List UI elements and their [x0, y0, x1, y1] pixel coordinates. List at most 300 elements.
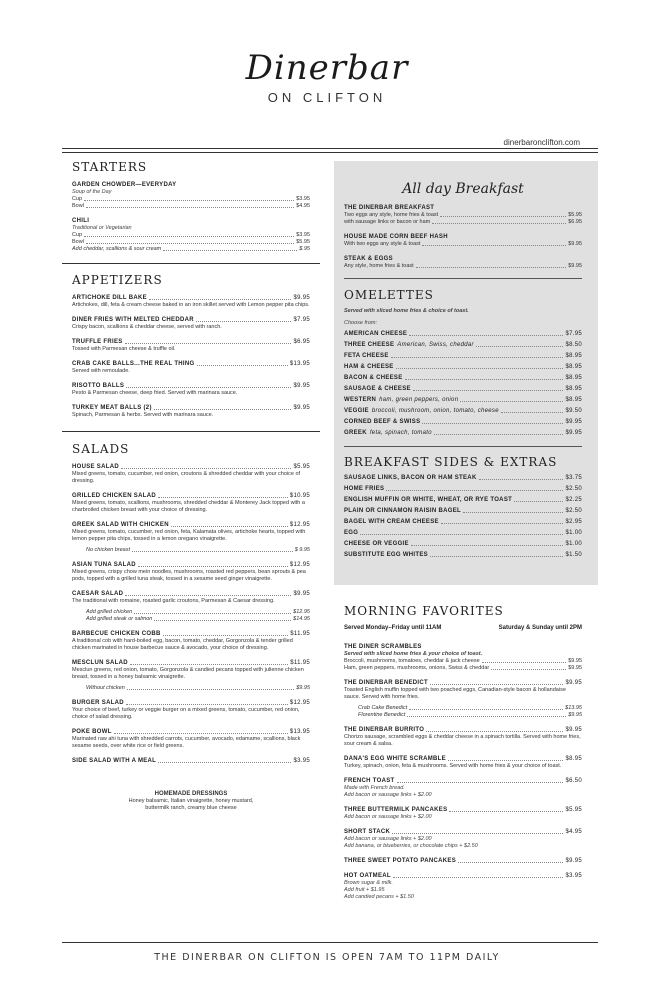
leader-dots [154, 404, 292, 410]
item-header [72, 463, 310, 471]
appetizers-section [72, 273, 310, 419]
menu-item [72, 382, 310, 397]
brand-logo: Dinerbar [245, 48, 409, 88]
item-price: $13.95 [289, 729, 310, 735]
line-label: Add cheddar, scallions & sour cream [72, 246, 162, 252]
leader-dots [434, 429, 564, 435]
item-name: ENGLISH MUFFIN OR WHITE, WHEAT, OR RYE TOAST [344, 497, 513, 503]
hours-footer: THE DINERBAR ON CLIFTON IS OPEN 7AM TO 11PM DAILY [154, 952, 500, 963]
line-label: Two eggs any style, home fries & toast [344, 212, 439, 218]
item-name: GREEK [344, 430, 367, 436]
line-price: $.95 [299, 246, 310, 252]
item-header [72, 492, 310, 500]
line-label: With two eggs any style & toast [344, 241, 421, 247]
dressings-text: Honey balsamic, Italian vinaigrette, honey mustard, [128, 798, 254, 804]
section-title: SALADS [72, 442, 130, 456]
price-line [344, 263, 582, 270]
item-name: TURKEY MEAT BALLS (2) [72, 405, 152, 411]
item-price: $5.95 [565, 807, 582, 813]
item-extra: Add banana, or blueberries, or chocolate chips + $2.50 [344, 843, 478, 849]
menu-item [72, 294, 310, 309]
item-detail: ham, green peppers, onion [379, 397, 459, 403]
item-name: BURGER SALAD [72, 700, 124, 706]
item-name: EGG [344, 530, 359, 536]
leader-dots [121, 463, 292, 469]
item-name: THE DINER SCRAMBLES [344, 644, 422, 650]
item-price: $6.50 [565, 778, 582, 784]
price-line [344, 241, 582, 248]
top-divider [62, 152, 598, 153]
line-price: $9.95 [568, 665, 582, 671]
item-price: $2.95 [565, 519, 582, 525]
item-price: $8.95 [565, 756, 582, 762]
item-name: DANA'S EGG WHITE SCRAMBLE [344, 756, 446, 762]
leader-dots [476, 341, 564, 347]
item-header [72, 521, 310, 529]
line-price: $9.95 [568, 712, 582, 718]
leader-dots [501, 407, 564, 413]
item-name: SAUSAGE LINKS, BACON OR HAM STEAK [344, 475, 477, 481]
section-divider [62, 431, 320, 432]
item-header [72, 590, 310, 598]
menu-item [72, 699, 310, 721]
item-price: $1.00 [565, 541, 582, 547]
omelette-item [344, 385, 582, 393]
sides-section [344, 455, 582, 559]
item-price: $10.95 [289, 493, 310, 499]
leader-dots [126, 382, 291, 388]
menu-item [72, 561, 310, 583]
leader-dots [430, 551, 564, 557]
line-price: $5.95 [296, 239, 310, 245]
line-label: Bowl [72, 203, 84, 209]
item-name: CRAB CAKE BALLS...THE REAL THING [72, 361, 195, 367]
item-price: $9.95 [293, 405, 310, 411]
price-line [344, 665, 582, 672]
breakfast-column [344, 161, 582, 559]
price-line [344, 219, 582, 226]
line-label: Crab Cake Benedict [358, 705, 408, 711]
item-description: Mesclun greens, red onion, tomato, Gorgonzola & candied pecans topped with julienne chicken breast, tossed in a honey balsamic vinaigrette. [72, 667, 304, 680]
item-header [72, 360, 310, 368]
line-label: Florentine Benedict [358, 712, 406, 718]
section-title: BREAKFAST SIDES & EXTRAS [344, 455, 558, 469]
item-price: $12.95 [289, 700, 310, 706]
item-detail: American, Swiss, cheddar [397, 342, 474, 348]
menu-item [344, 233, 582, 248]
side-item [344, 529, 582, 537]
item-header [344, 255, 582, 263]
item-price: $2.50 [565, 486, 582, 492]
menu-item [72, 728, 310, 750]
item-name: CHEESE OR VEGGIE [344, 541, 409, 547]
side-item [344, 551, 582, 559]
omelettes-note: Served with sliced home fries & choice of toast. [344, 308, 469, 314]
line-label: No chicken breast [86, 547, 131, 553]
section-title: OMELETTES [344, 288, 434, 302]
item-header [344, 643, 582, 651]
menu-item [344, 872, 582, 901]
section-title: STARTERS [72, 160, 148, 174]
item-price: $5.95 [293, 464, 310, 470]
leader-dots [407, 712, 566, 717]
item-description: A traditional cob with hard-boiled egg, bacon, tomato, cheddar, Gorgonzola & tender grilled chicken marinated in house barbecue sauce & avocado, your choice of dressing. [72, 638, 293, 651]
leader-dots [397, 777, 564, 783]
leader-dots [138, 561, 288, 567]
menu-item [344, 857, 582, 865]
item-name: THREE BUTTERMILK PANCAKES [344, 807, 448, 813]
menu-item [72, 590, 310, 623]
leader-dots [441, 518, 564, 524]
line-label: with sausage links or bacon or ham [344, 219, 431, 225]
item-price: $1.50 [565, 552, 582, 558]
item-name: SHORT STACK [344, 829, 391, 835]
item-header [344, 857, 582, 865]
leader-dots [391, 352, 564, 358]
item-header [344, 679, 582, 687]
menu-item [72, 463, 310, 485]
leader-dots [392, 828, 563, 834]
item-header [72, 561, 310, 569]
starters-section [72, 160, 310, 253]
price-line [72, 616, 310, 623]
item-header [344, 726, 582, 734]
side-item [344, 507, 582, 515]
brand-header [0, 48, 654, 105]
item-description: Mixed greens, tomato, cucumber, red onion, croutons & shredded cheddar with your choice of dressing. [72, 471, 301, 484]
line-price: $12.95 [293, 609, 310, 615]
side-item [344, 540, 582, 548]
item-price: $3.95 [293, 758, 310, 764]
item-description: Tossed with Parmesan cheese & truffle oil. [72, 346, 176, 352]
item-price: $6.95 [293, 339, 310, 345]
omelette-item [344, 374, 582, 382]
menu-item [72, 316, 310, 331]
leader-dots [514, 496, 563, 502]
item-header [72, 728, 310, 736]
item-header [72, 659, 310, 667]
item-name: ARTICHOKE DILL BAKE [72, 295, 147, 301]
item-header [72, 757, 310, 765]
item-header [344, 777, 582, 785]
item-description: Spinach, Parmesan & herbs. Served with marinara sauce. [72, 412, 214, 418]
side-item [344, 496, 582, 504]
item-name: ASIAN TUNA SALAD [72, 562, 136, 568]
item-price: $7.95 [565, 331, 582, 337]
item-name: DINER FRIES WITH MELTED CHEDDAR [72, 317, 194, 323]
item-price: $9.95 [293, 295, 310, 301]
menu-item [344, 255, 582, 270]
leader-dots [130, 659, 288, 665]
item-description: Pesto & Parmesan cheese, deep fried. Served with marinara sauce. [72, 390, 238, 396]
omelette-item [344, 429, 582, 437]
item-header [72, 294, 310, 302]
item-extra: Add bacon or sausage links + $2.00 [344, 836, 432, 842]
brand-subtitle: ON CLIFTON [267, 90, 387, 105]
item-description: Crispy bacon, scallions & cheddar cheese, served with ranch. [72, 324, 222, 330]
item-name: HOT OATMEAL [344, 873, 391, 879]
line-label: Any style, home fries & toast [344, 263, 414, 269]
item-price: $1.00 [565, 530, 582, 536]
price-line [344, 658, 582, 665]
menu-item [344, 726, 582, 748]
item-name: HOUSE SALAD [72, 464, 119, 470]
item-header [344, 755, 582, 763]
menu-item [72, 659, 310, 692]
leader-dots [171, 521, 288, 527]
leader-dots [125, 590, 291, 596]
leader-dots [479, 474, 564, 480]
item-description: Mixed greens, crispy chow mein noodles, mushrooms, roasted red peppers, bean sprouts & pea pods, topped with a grilled tuna steak, tossed in a sesame seed ginger vinaigrette. [72, 569, 306, 582]
leader-dots [197, 360, 288, 366]
menu-item [344, 643, 582, 672]
item-name: POKE BOWL [72, 729, 112, 735]
item-header [344, 233, 582, 241]
item-price: $2.25 [565, 497, 582, 503]
line-price: $9.95 [568, 241, 582, 247]
leader-dots [463, 507, 563, 513]
menu-item [344, 755, 582, 770]
item-name: RISOTTO BALLS [72, 383, 125, 389]
leader-dots [409, 705, 563, 710]
served-hours [344, 625, 582, 631]
item-price: $3.75 [565, 475, 582, 481]
leader-dots [426, 726, 563, 732]
menu-item [72, 521, 310, 554]
item-name: THE DINERBAR BURRITO [344, 727, 425, 733]
menu-item [72, 360, 310, 375]
leader-dots [411, 540, 564, 546]
item-name: THE DINERBAR BREAKFAST [344, 205, 435, 211]
line-label: Bowl [72, 239, 84, 245]
item-description: Turkey, spinach, onion, feta & mushrooms. Served with home fries & your choice of toast. [344, 763, 562, 769]
dressings-box [72, 791, 310, 812]
item-name: THE DINERBAR BENEDICT [344, 680, 428, 686]
item-price: $2.50 [565, 508, 582, 514]
website-link[interactable]: dinerbaronclifton.com [503, 138, 580, 147]
salads-section [72, 442, 310, 765]
item-header [72, 382, 310, 390]
leader-dots [409, 330, 563, 336]
leader-dots [396, 363, 564, 369]
section-divider [344, 278, 582, 279]
item-price: $11.95 [290, 631, 310, 637]
omelettes-choose: Choose from: [344, 320, 378, 326]
item-name: GRILLED CHICKEN SALAD [72, 493, 156, 499]
item-price: $9.95 [565, 680, 582, 686]
item-name: MESCLUN SALAD [72, 660, 128, 666]
menu-item [72, 217, 310, 253]
item-price: $8.95 [565, 353, 582, 359]
item-price: $9.95 [293, 591, 310, 597]
item-price: $8.95 [565, 397, 582, 403]
line-price: $3.95 [296, 196, 310, 202]
leader-dots [440, 212, 566, 217]
line-label: Broccoli, mushrooms, tomatoes, cheddar & jack cheese [344, 658, 480, 664]
price-line [344, 705, 582, 712]
price-line [72, 547, 310, 554]
line-price: $9.95 [568, 658, 582, 664]
item-header [344, 806, 582, 814]
omelette-item [344, 396, 582, 404]
line-price: $13.95 [565, 705, 582, 711]
line-price: $9.95 [296, 685, 310, 691]
item-header [72, 699, 310, 707]
leader-dots [196, 316, 292, 322]
item-name: BAGEL WITH CREAM CHEESE [344, 519, 439, 525]
item-name: CAESAR SALAD [72, 591, 124, 597]
item-price: $8.95 [565, 386, 582, 392]
item-price: $9.50 [565, 408, 582, 414]
item-description: Marinated raw ahi tuna with shredded carrots, cucumber, avocado, edamame, scallions, black sesame seeds, over white rice or field greens. [72, 736, 301, 749]
menu-item [344, 204, 582, 226]
item-price: $8.50 [565, 342, 582, 348]
item-name: THREE CHEESE [344, 342, 395, 348]
omelette-item [344, 407, 582, 415]
omelette-item [344, 418, 582, 426]
menu-item [72, 630, 310, 652]
item-price: $9.95 [565, 858, 582, 864]
item-note: Traditional or Vegetarian [72, 225, 132, 231]
item-price: $9.95 [565, 419, 582, 425]
item-header [72, 338, 310, 346]
item-name: TRUFFLE FRIES [72, 339, 123, 345]
item-price: $8.95 [565, 364, 582, 370]
leader-dots [154, 616, 291, 621]
item-header [72, 404, 310, 412]
menu-item [72, 757, 310, 765]
line-price: $9.95 [568, 263, 582, 269]
leader-dots [125, 338, 292, 344]
item-name: HOME FRIES [344, 486, 385, 492]
leader-dots [393, 872, 564, 878]
section-divider [344, 446, 582, 447]
leader-dots [449, 806, 563, 812]
item-name: SUBSTITUTE EGG WHITES [344, 552, 428, 558]
line-price: $3.95 [296, 232, 310, 238]
leader-dots [482, 658, 567, 663]
item-price: $13.95 [289, 361, 310, 367]
omelette-item [344, 352, 582, 360]
leader-dots [149, 294, 292, 300]
item-name: GARDEN CHOWDER—EVERYDAY [72, 182, 177, 188]
menu-item [344, 806, 582, 821]
side-item [344, 518, 582, 526]
item-price: $8.95 [565, 375, 582, 381]
side-item [344, 474, 582, 482]
item-price: $3.95 [565, 873, 582, 879]
line-price: $5.95 [568, 212, 582, 218]
item-header [344, 872, 582, 880]
item-description: Toasted English muffin topped with two poached eggs, Canadian-style bacon & hollandaise sauce. Served with home fries. [344, 687, 566, 700]
line-label: Add grilled steak or salmon [86, 616, 153, 622]
leader-dots [448, 755, 564, 761]
item-price: $9.95 [565, 430, 582, 436]
line-label: Add grilled chicken [86, 609, 133, 615]
leader-dots [360, 529, 563, 535]
served-weekend: Saturday & Sunday until 2PM [498, 625, 582, 631]
menu-item [72, 338, 310, 353]
item-name: VEGGIE [344, 408, 369, 414]
item-name: PLAIN OR CINNAMON RAISIN BAGEL [344, 508, 461, 514]
omelette-item [344, 341, 582, 349]
item-description: Mixed greens, tomato, cucumber, red onion, feta, Kalamata olives, artichoke hearts, topped with lemon pepper pita chips, tossed in a lemon oregano vinaigrette. [72, 529, 306, 542]
omelette-item [344, 330, 582, 338]
menu-item [344, 777, 582, 799]
price-line [72, 685, 310, 692]
served-weekday: Served Monday–Friday until 11AM [344, 625, 442, 631]
leader-dots [163, 630, 289, 636]
item-price: $12.95 [289, 562, 310, 568]
leader-dots [158, 492, 288, 498]
morning-favorites-section [344, 604, 582, 901]
item-detail: broccoli, mushroom, onion, tomato, cheese [371, 408, 499, 414]
price-line [72, 609, 310, 616]
menu-item [72, 404, 310, 419]
menu-item [344, 679, 582, 719]
item-description: The traditional with romaine, roasted garlic croutons, Parmesan & Caesar dressing. [72, 598, 275, 604]
item-description: Mixed greens, tomato, scallions, mushrooms, shredded cheddar & Monterey Jack topped with a charbroiled chicken breast with your choice of dressing. [72, 500, 305, 513]
line-label: Cup [72, 232, 83, 238]
leader-dots [416, 263, 567, 268]
omelettes-section [344, 288, 582, 437]
line-price: $6.95 [568, 219, 582, 225]
bottom-divider [62, 942, 598, 943]
item-name: AMERICAN CHEESE [344, 331, 408, 337]
leader-dots [132, 547, 293, 552]
item-name: THREE SWEET POTATO PANCAKES [344, 858, 456, 864]
menu-item [72, 181, 310, 210]
left-column [72, 160, 310, 812]
omelette-item [344, 363, 582, 371]
item-header [72, 316, 310, 324]
leader-dots [126, 699, 288, 705]
menu-item [72, 492, 310, 514]
item-extra: Brown sugar & milk. [344, 880, 393, 886]
leader-dots [422, 418, 563, 424]
leader-dots [386, 485, 563, 491]
leader-dots [491, 665, 566, 670]
item-name: BACON & CHEESE [344, 375, 403, 381]
side-item [344, 485, 582, 493]
price-line [344, 712, 582, 719]
leader-dots [413, 385, 564, 391]
leader-dots [458, 857, 563, 863]
item-name: GREEK SALAD WITH CHICKEN [72, 522, 169, 528]
breakfast-title: All day Breakfast [402, 181, 524, 197]
line-price: $ 9.95 [294, 547, 310, 553]
item-extra: Made with French bread. [344, 785, 405, 791]
top-divider [62, 148, 598, 149]
dressings-title: HOMEMADE DRESSINGS [154, 791, 228, 797]
line-label: Ham, green peppers, mushrooms, onions, Swiss & cheddar [344, 665, 490, 671]
leader-dots [158, 757, 291, 763]
leader-dots [114, 728, 288, 734]
line-price: $4.95 [296, 203, 310, 209]
item-price: $9.95 [293, 383, 310, 389]
item-note: Served with sliced home fries & your choice of toast. [344, 651, 483, 657]
item-description: Served with remoulade. [72, 368, 130, 374]
item-name: BARBECUE CHICKEN COBB [72, 631, 161, 637]
item-name: FETA CHEESE [344, 353, 389, 359]
item-header [72, 630, 310, 638]
section-title: MORNING FAVORITES [344, 604, 504, 618]
item-price: $7.95 [293, 317, 310, 323]
line-label: Without chicken [86, 685, 125, 691]
leader-dots [460, 396, 563, 402]
item-name: SIDE SALAD WITH A MEAL [72, 758, 157, 764]
price-line [344, 212, 582, 219]
